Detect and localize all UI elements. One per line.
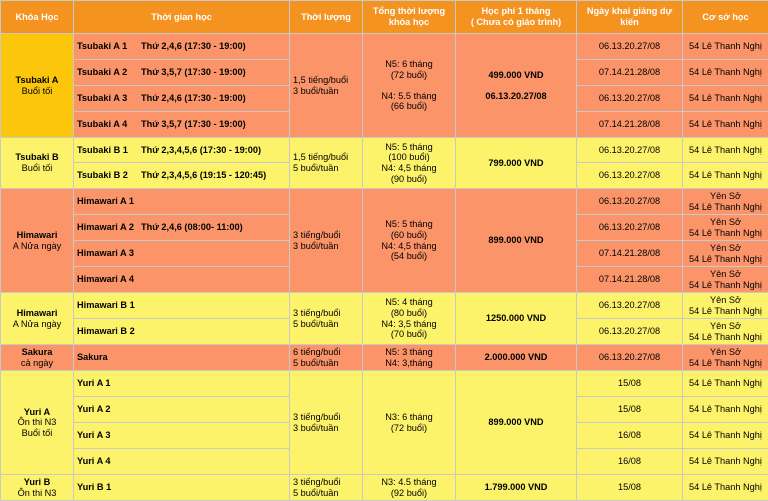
class-schedule: Thứ 2,4,6 (17:30 - 19:00) xyxy=(141,41,246,51)
fee-cell: 1250.000 VND xyxy=(456,293,577,345)
start-date-cell: 06.13.20.27/08 xyxy=(577,215,683,241)
campus-line: 54 Lê Thanh Nghị xyxy=(686,280,765,291)
table-row xyxy=(1,138,768,163)
class-name: Sakura xyxy=(77,352,141,363)
campus-line: Yên Sở xyxy=(686,321,765,332)
duration-line: 3 tiếng/buổi xyxy=(293,412,359,423)
campus-cell: 54 Lê Thanh Nghị xyxy=(683,86,768,112)
fee-cell: 2.000.000 VND xyxy=(456,345,577,371)
class-name: Himawari B 1 xyxy=(77,300,141,311)
campus-line: Yên Sở xyxy=(686,217,765,228)
start-date-cell: 06.13.20.27/08 xyxy=(577,345,683,371)
campus-line: Yên Sở xyxy=(686,269,765,280)
course-line: Tsubaki B xyxy=(4,152,70,163)
total-line: N4: 3,5 tháng xyxy=(366,319,452,330)
fee-cell: 1.799.000 VND xyxy=(456,475,577,501)
class-schedule: Thứ 2,4,6 (08:00- 11:00) xyxy=(141,222,243,232)
course-line: Himawari xyxy=(4,230,70,241)
class-cell xyxy=(74,293,290,319)
campus-line: Yên Sở xyxy=(686,347,765,358)
campus-cell: 54 Lê Thanh Nghị xyxy=(683,112,768,138)
campus-line: Yên Sở xyxy=(686,295,765,306)
total-line: N5: 5 tháng xyxy=(366,219,452,230)
campus-cell xyxy=(683,293,768,319)
class-name: Yuri A 3 xyxy=(77,430,141,441)
class-name: Himawari B 2 xyxy=(77,326,141,337)
campus-cell xyxy=(683,267,768,293)
header-time: Thời gian học xyxy=(74,1,290,34)
start-date-cell: 07.14.21.28/08 xyxy=(577,112,683,138)
total-cell xyxy=(363,345,456,371)
header-row xyxy=(1,1,768,34)
total-cell xyxy=(363,189,456,293)
total-line: N3: 4.5 tháng xyxy=(366,477,452,488)
duration-line: 3 tiếng/buổi xyxy=(293,477,359,488)
class-name: Tsubaki A 3 xyxy=(77,93,141,104)
fee-cell: 799.000 VND xyxy=(456,138,577,189)
campus-line: 54 Lê Thanh Nghị xyxy=(686,254,765,265)
table-row xyxy=(1,34,768,60)
class-name: Tsubaki B 2 xyxy=(77,170,141,181)
course-line: A Nửa ngày xyxy=(4,319,70,330)
class-cell xyxy=(74,189,290,215)
table-row xyxy=(1,293,768,319)
class-schedule: Thứ 2,4,6 (17:30 - 19:00) xyxy=(141,93,246,103)
total-line: (66 buổi) xyxy=(366,101,452,112)
header-campus: Cơ sở học xyxy=(683,1,768,34)
total-line: N5: 6 tháng xyxy=(366,59,452,70)
total-cell xyxy=(363,475,456,501)
class-name: Yuri B 1 xyxy=(77,482,141,493)
total-line: N4: 4,5 tháng xyxy=(366,241,452,252)
duration-cell xyxy=(290,371,363,475)
course-line: Buổi tối xyxy=(4,163,70,174)
start-date-cell: 15/08 xyxy=(577,371,683,397)
course-line: Yuri A xyxy=(4,407,70,418)
start-date-cell: 07.14.21.28/08 xyxy=(577,241,683,267)
class-name: Tsubaki A 2 xyxy=(77,67,141,78)
total-line: (100 buổi) xyxy=(366,152,452,163)
header-fee-line: ( Chưa có giáo trình) xyxy=(459,17,573,28)
start-date-cell: 06.13.20.27/08 xyxy=(577,163,683,189)
start-date-cell: 06.13.20.27/08 xyxy=(577,293,683,319)
campus-line: Yên Sở xyxy=(686,243,765,254)
total-cell xyxy=(363,293,456,345)
class-cell xyxy=(74,345,290,371)
total-cell xyxy=(363,371,456,475)
header-total xyxy=(363,1,456,34)
course-cell xyxy=(1,345,74,371)
campus-line: 54 Lê Thanh Nghị xyxy=(686,358,765,369)
start-date-cell: 16/08 xyxy=(577,423,683,449)
total-line: (54 buổi) xyxy=(366,251,452,262)
class-cell xyxy=(74,138,290,163)
class-cell xyxy=(74,267,290,293)
total-cell xyxy=(363,34,456,138)
class-name: Yuri A 2 xyxy=(77,404,141,415)
duration-line: 3 buổi/tuần xyxy=(293,241,359,252)
start-date-cell: 06.13.20.27/08 xyxy=(577,138,683,163)
start-date-cell: 15/08 xyxy=(577,397,683,423)
table-row xyxy=(1,345,768,371)
fee-line: 06.13.20.27/08 xyxy=(459,91,573,102)
campus-line: 54 Lê Thanh Nghị xyxy=(686,306,765,317)
start-date-cell: 15/08 xyxy=(577,475,683,501)
class-name: Tsubaki B 1 xyxy=(77,145,141,156)
total-line: N4: 5.5 tháng xyxy=(366,91,452,102)
duration-cell xyxy=(290,189,363,293)
course-cell xyxy=(1,293,74,345)
header-start xyxy=(577,1,683,34)
fee-cell: 899.000 VND xyxy=(456,371,577,475)
total-line: (70 buổi) xyxy=(366,329,452,340)
campus-cell: 54 Lê Thanh Nghị xyxy=(683,449,768,475)
total-line: (90 buổi) xyxy=(366,174,452,185)
header-start-line: Ngày khai giảng dự xyxy=(580,6,679,17)
campus-cell: 54 Lê Thanh Nghị xyxy=(683,34,768,60)
total-line xyxy=(366,80,452,91)
header-fee-line: Học phí 1 tháng xyxy=(459,6,573,17)
class-cell xyxy=(74,34,290,60)
campus-cell xyxy=(683,241,768,267)
course-line: A Nửa ngày xyxy=(4,241,70,252)
class-cell xyxy=(74,60,290,86)
header-duration: Thời lượng xyxy=(290,1,363,34)
class-schedule: Thứ 3,5,7 (17:30 - 19:00) xyxy=(141,67,246,77)
campus-cell xyxy=(683,345,768,371)
fee-line: 499.000 VND xyxy=(459,70,573,81)
course-line: Buổi tối xyxy=(4,428,70,439)
duration-line: 5 buổi/tuần xyxy=(293,488,359,499)
total-line: N5: 4 tháng xyxy=(366,297,452,308)
duration-line: 6 tiếng/buổi xyxy=(293,347,359,358)
start-date-cell: 06.13.20.27/08 xyxy=(577,189,683,215)
class-cell xyxy=(74,475,290,501)
class-schedule: Thứ 2,3,4,5,6 (17:30 - 19:00) xyxy=(141,145,261,155)
campus-cell: 54 Lê Thanh Nghị xyxy=(683,163,768,189)
total-line: N5: 5 tháng xyxy=(366,142,452,153)
course-line: Tsubaki A xyxy=(4,75,70,86)
start-date-cell: 06.13.20.27/08 xyxy=(577,319,683,345)
course-line: Buổi tối xyxy=(4,86,70,97)
course-line: Ôn thi N3 xyxy=(4,417,70,428)
class-schedule: Thứ 3,5,7 (17:30 - 19:00) xyxy=(141,119,246,129)
total-line: (72 buổi) xyxy=(366,70,452,81)
total-line: (60 buổi) xyxy=(366,230,452,241)
table-row xyxy=(1,371,768,397)
campus-cell xyxy=(683,215,768,241)
duration-line: 3 tiếng/buổi xyxy=(293,230,359,241)
class-schedule: Thứ 2,3,4,5,6 (19:15 - 120:45) xyxy=(141,170,266,180)
campus-line: 54 Lê Thanh Nghị xyxy=(686,202,765,213)
class-cell xyxy=(74,112,290,138)
duration-line: 3 tiếng/buổi xyxy=(293,308,359,319)
total-line: (92 buổi) xyxy=(366,488,452,499)
duration-cell xyxy=(290,345,363,371)
start-date-cell: 06.13.20.27/08 xyxy=(577,34,683,60)
total-line: (72 buổi) xyxy=(366,423,452,434)
duration-cell xyxy=(290,475,363,501)
total-line: N3: 6 tháng xyxy=(366,412,452,423)
campus-cell: 54 Lê Thanh Nghị xyxy=(683,60,768,86)
total-line: N4: 4,5 tháng xyxy=(366,163,452,174)
duration-line: 1,5 tiếng/buổi xyxy=(293,152,359,163)
duration-cell xyxy=(290,293,363,345)
header-start-line: kiến xyxy=(580,17,679,28)
campus-cell: 54 Lê Thanh Nghị xyxy=(683,397,768,423)
table-row xyxy=(1,189,768,215)
header-total-line: Tổng thời lượng xyxy=(366,6,452,17)
class-cell xyxy=(74,319,290,345)
fee-cell xyxy=(456,34,577,138)
class-name: Tsubaki A 4 xyxy=(77,119,141,130)
fee-cell: 899.000 VND xyxy=(456,189,577,293)
class-name: Yuri A 4 xyxy=(77,456,141,467)
duration-cell xyxy=(290,34,363,138)
duration-line: 5 buổi/tuần xyxy=(293,319,359,330)
course-line: Yuri B xyxy=(4,477,70,488)
course-line: Ôn thi N3 xyxy=(4,488,70,499)
course-line: cả ngày xyxy=(4,358,70,369)
class-cell xyxy=(74,423,290,449)
start-date-cell: 16/08 xyxy=(577,449,683,475)
fee-line xyxy=(459,80,573,91)
class-name: Himawari A 4 xyxy=(77,274,141,285)
class-cell xyxy=(74,371,290,397)
class-cell xyxy=(74,215,290,241)
class-cell xyxy=(74,163,290,189)
course-cell xyxy=(1,475,74,501)
class-name: Himawari A 2 xyxy=(77,222,141,233)
campus-cell: 54 Lê Thanh Nghị xyxy=(683,138,768,163)
duration-line: 5 buổi/tuần xyxy=(293,163,359,174)
class-name: Himawari A 3 xyxy=(77,248,141,259)
header-total-line: khóa học xyxy=(366,17,452,28)
duration-line: 1,5 tiếng/buổi xyxy=(293,75,359,86)
duration-line: 3 buổi/tuần xyxy=(293,86,359,97)
total-line: (80 buổi) xyxy=(366,308,452,319)
campus-cell: 54 Lê Thanh Nghị xyxy=(683,423,768,449)
campus-cell xyxy=(683,189,768,215)
class-cell xyxy=(74,397,290,423)
total-line: N4: 3,tháng xyxy=(366,358,452,369)
start-date-cell: 07.14.21.28/08 xyxy=(577,267,683,293)
course-line: Sakura xyxy=(4,347,70,358)
class-name: Yuri A 1 xyxy=(77,378,141,389)
duration-line: 3 buổi/tuần xyxy=(293,423,359,434)
header-fee xyxy=(456,1,577,34)
course-cell xyxy=(1,34,74,138)
course-line: Himawari xyxy=(4,308,70,319)
class-cell xyxy=(74,241,290,267)
campus-cell: 54 Lê Thanh Nghị xyxy=(683,371,768,397)
duration-line: 5 buổi/tuần xyxy=(293,358,359,369)
course-cell xyxy=(1,371,74,475)
header-course: Khóa Học xyxy=(1,1,74,34)
campus-cell xyxy=(683,319,768,345)
total-line: N5: 3 tháng xyxy=(366,347,452,358)
table-row xyxy=(1,475,768,501)
course-cell xyxy=(1,189,74,293)
campus-line: 54 Lê Thanh Nghị xyxy=(686,332,765,343)
class-name: Tsubaki A 1 xyxy=(77,41,141,52)
total-cell xyxy=(363,138,456,189)
start-date-cell: 06.13.20.27/08 xyxy=(577,86,683,112)
campus-line: 54 Lê Thanh Nghị xyxy=(686,228,765,239)
campus-cell: 54 Lê Thanh Nghị xyxy=(683,475,768,501)
class-name: Himawari A 1 xyxy=(77,196,141,207)
class-cell xyxy=(74,449,290,475)
class-cell xyxy=(74,86,290,112)
campus-line: Yên Sở xyxy=(686,191,765,202)
start-date-cell: 07.14.21.28/08 xyxy=(577,60,683,86)
course-cell xyxy=(1,138,74,189)
duration-cell xyxy=(290,138,363,189)
